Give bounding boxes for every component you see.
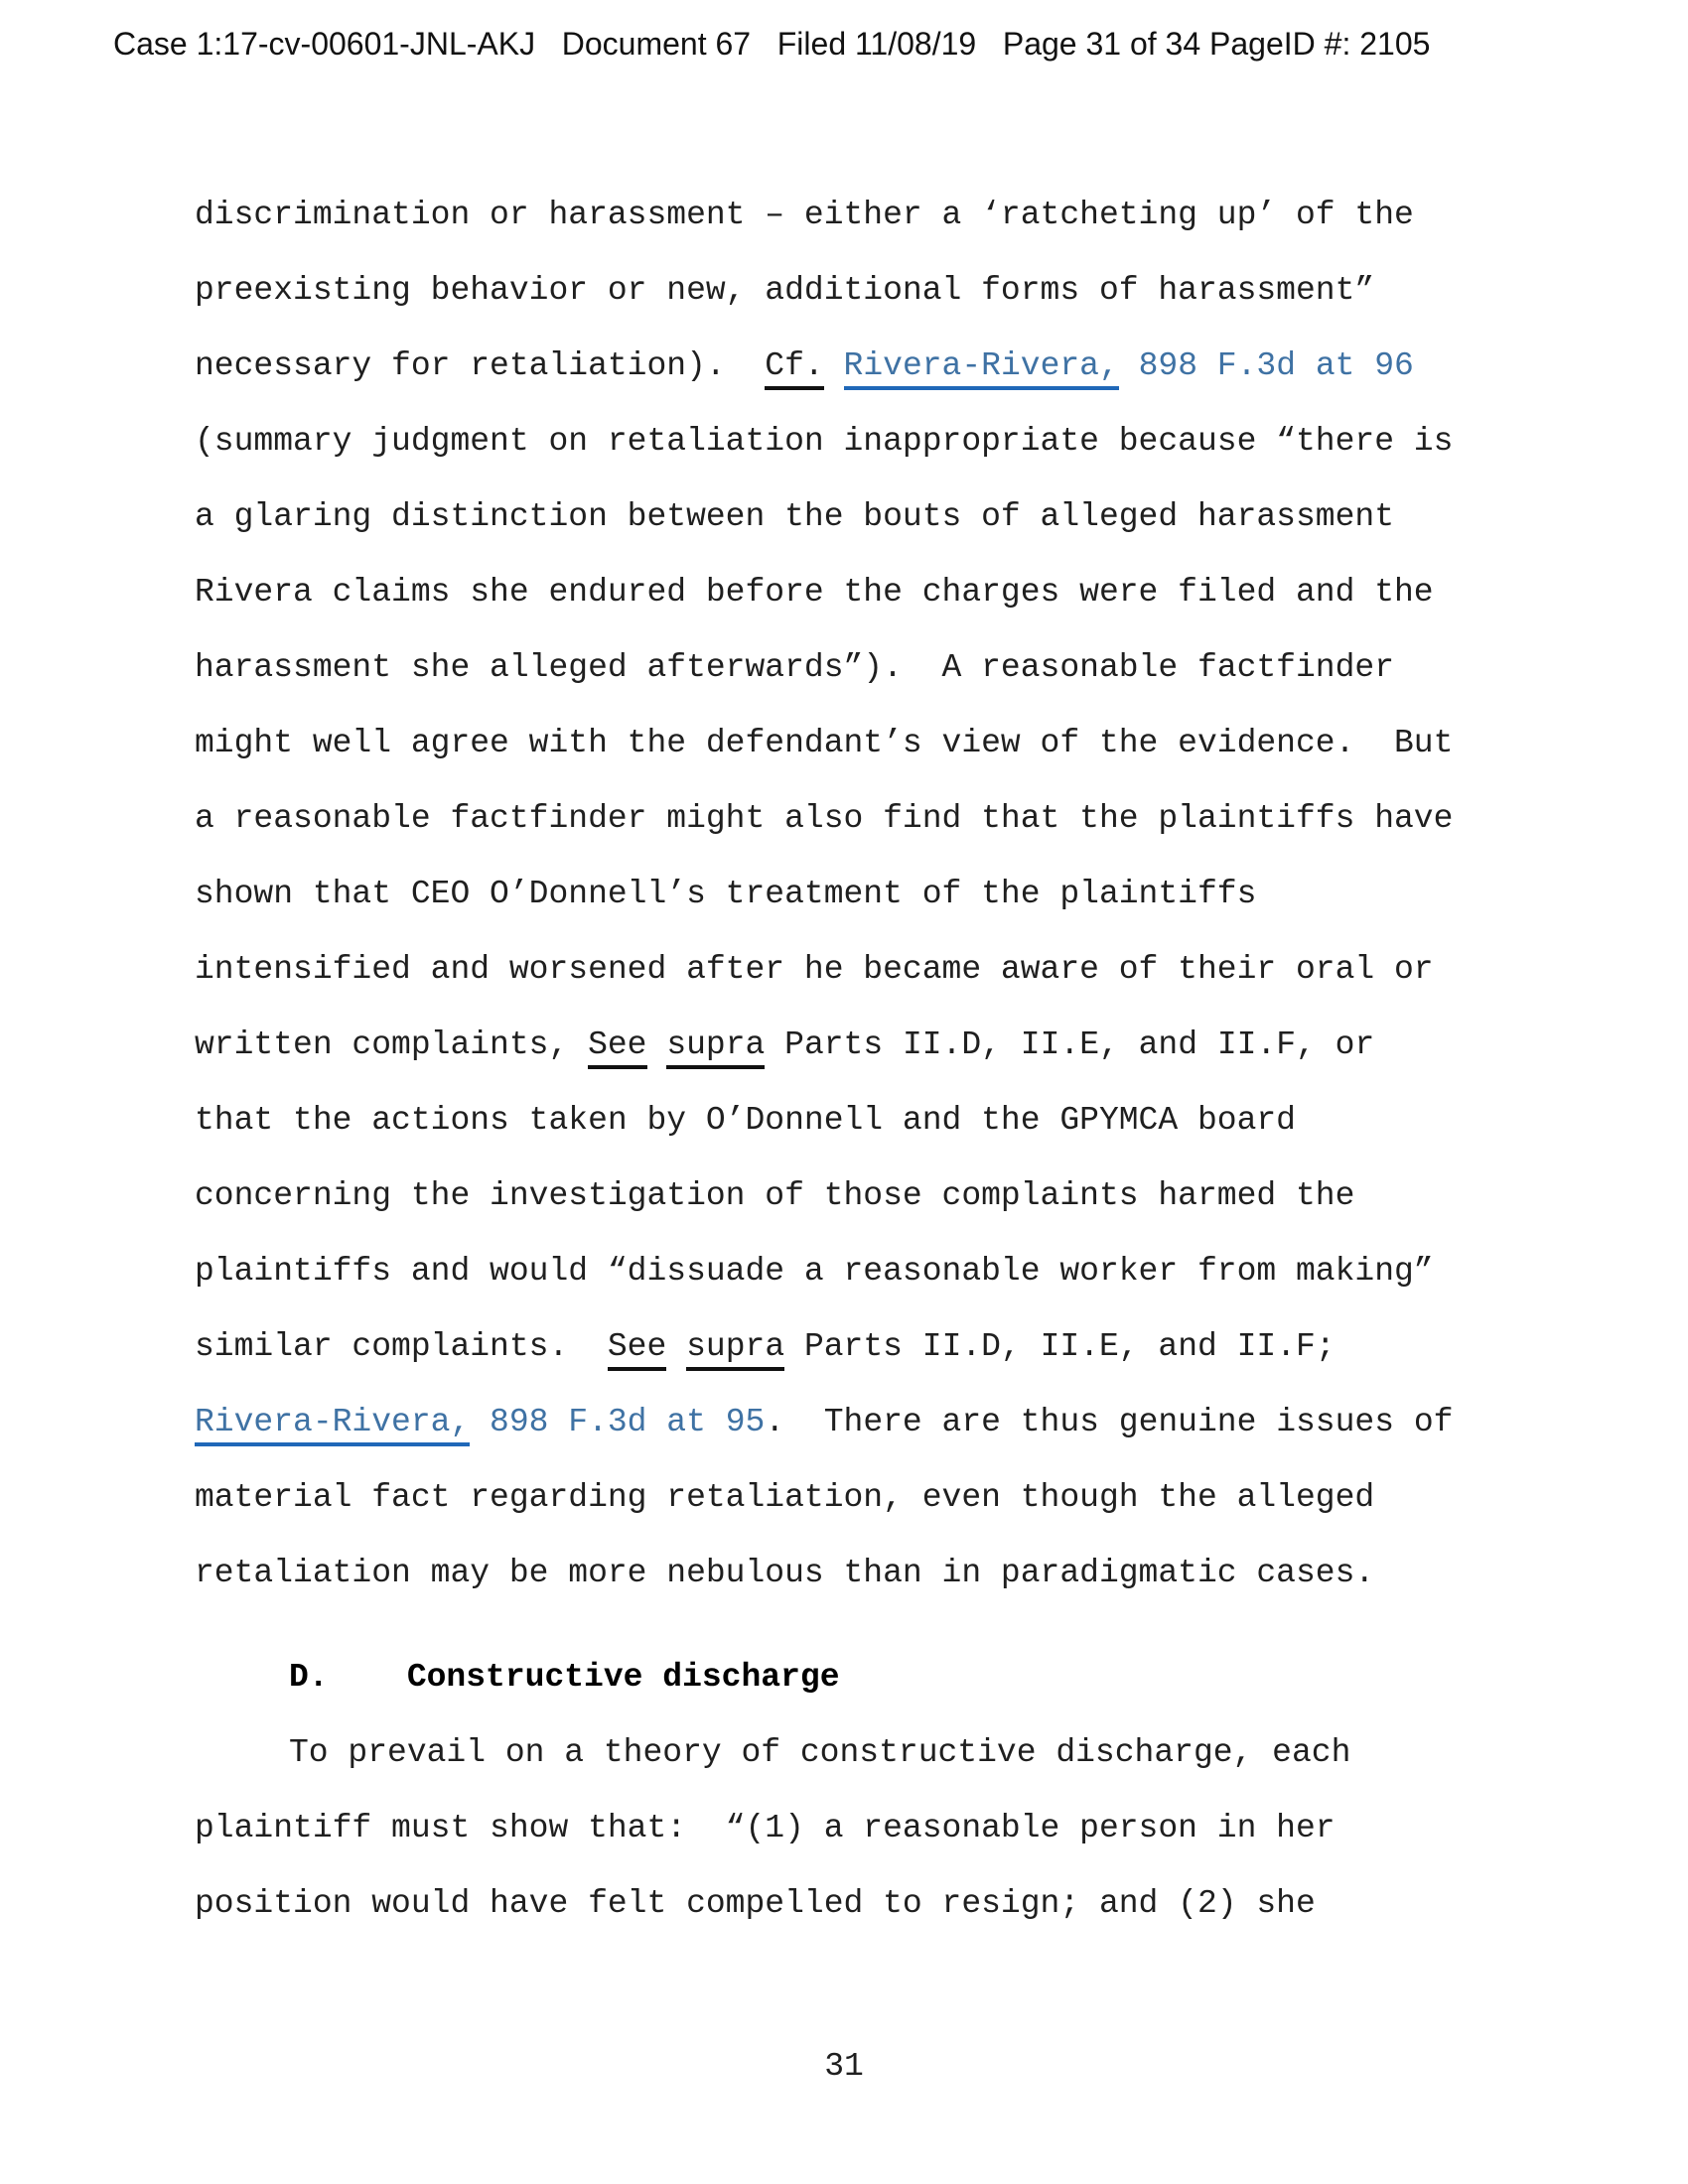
underlined-text: supra bbox=[686, 1328, 784, 1371]
text-segment: retaliation may be more nebulous than in paradigmatic cases. bbox=[195, 1555, 1375, 1591]
text-segment: shown that CEO O’Donnell’s treatment of the plaintiffs bbox=[195, 876, 1257, 912]
text-line bbox=[195, 178, 1515, 253]
text-line bbox=[195, 555, 1515, 630]
text-segment: similar complaints. bbox=[195, 1328, 608, 1365]
text-segment: Parts II.D, II.E, and II.F; bbox=[784, 1328, 1336, 1365]
text-segment bbox=[824, 347, 844, 384]
text-line bbox=[195, 329, 1515, 404]
text-segment: To prevail on a theory of constructive discharge, each bbox=[289, 1734, 1351, 1771]
text-segment: that the actions taken by O’Donnell and the GPYMCA board bbox=[195, 1102, 1296, 1139]
text-line bbox=[195, 253, 1515, 329]
underlined-text: See bbox=[588, 1026, 646, 1069]
text-segment: Parts II.D, II.E, and II.F, or bbox=[765, 1026, 1375, 1063]
text-segment: harassment she alleged afterwards”). A reasonable factfinder bbox=[195, 649, 1394, 686]
text-line bbox=[195, 1385, 1515, 1460]
text-line bbox=[195, 932, 1515, 1008]
text-segment: concerning the investigation of those complaints harmed the bbox=[195, 1177, 1355, 1214]
text-line bbox=[195, 781, 1515, 857]
text-segment: preexisting behavior or new, additional forms of harassment” bbox=[195, 272, 1375, 309]
text-line bbox=[195, 1234, 1515, 1309]
text-line bbox=[195, 479, 1515, 555]
text-line bbox=[195, 1536, 1515, 1611]
section-heading-title: Constructive discharge bbox=[406, 1659, 840, 1696]
text-line bbox=[195, 630, 1515, 706]
text-segment: plaintiff must show that: “(1) a reasonable person in her bbox=[195, 1810, 1336, 1846]
text-segment bbox=[647, 1026, 667, 1063]
text-line bbox=[195, 1791, 1515, 1866]
text-segment: D. bbox=[289, 1659, 329, 1696]
text-line bbox=[195, 706, 1515, 781]
citation-text: 898 F.3d at 96 bbox=[1118, 347, 1414, 384]
text-segment: written complaints, bbox=[195, 1026, 589, 1063]
case-citation-link[interactable]: Rivera-Rivera, bbox=[844, 347, 1119, 390]
text-line bbox=[195, 404, 1515, 479]
text-segment bbox=[666, 1328, 686, 1365]
text-segment: position would have felt compelled to resign; and (2) she bbox=[195, 1885, 1316, 1922]
text-line bbox=[195, 1866, 1515, 1942]
text-segment: might well agree with the defendant’s view of the evidence. But bbox=[195, 725, 1454, 761]
case-citation-link[interactable]: Rivera-Rivera, bbox=[195, 1404, 470, 1446]
section-heading bbox=[195, 1640, 1515, 1715]
text-segment bbox=[329, 1659, 407, 1696]
text-segment: necessary for retaliation). bbox=[195, 347, 766, 384]
page-number: 31 bbox=[824, 2048, 864, 2085]
text-segment: a glaring distinction between the bouts of alleged harassment bbox=[195, 498, 1394, 535]
text-segment: a reasonable factfinder might also find that the plaintiffs have bbox=[195, 800, 1454, 837]
text-line bbox=[195, 1715, 1515, 1791]
text-segment: discrimination or harassment – either a ‘ratcheting up’ of the bbox=[195, 197, 1414, 233]
text-segment: material fact regarding retaliation, even though the alleged bbox=[195, 1479, 1375, 1516]
citation-text: 898 F.3d at 95 bbox=[470, 1404, 766, 1440]
case-header: Case 1:17-cv-00601-JNL-AKJ Document 67 Filed 11/08/19 Page 31 of 34 PageID #: 2105 bbox=[113, 26, 1431, 62]
underlined-text: supra bbox=[666, 1026, 765, 1069]
text-segment: intensified and worsened after he became aware of their oral or bbox=[195, 951, 1434, 988]
text-line bbox=[195, 857, 1515, 932]
underlined-text: Cf. bbox=[765, 347, 823, 390]
text-line bbox=[195, 1083, 1515, 1159]
text-line bbox=[195, 1460, 1515, 1536]
text-segment: . There are thus genuine issues of bbox=[765, 1404, 1454, 1440]
text-segment: Rivera claims she endured before the charges were filed and the bbox=[195, 574, 1434, 611]
text-segment: plaintiffs and would “dissuade a reasonable worker from making” bbox=[195, 1253, 1434, 1290]
body-lines bbox=[195, 178, 1515, 1942]
text-segment: (summary judgment on retaliation inappropriate because “there is bbox=[195, 423, 1454, 460]
underlined-text: See bbox=[608, 1328, 666, 1371]
text-line bbox=[195, 1008, 1515, 1083]
text-line bbox=[195, 1159, 1515, 1234]
text-line bbox=[195, 1309, 1515, 1385]
